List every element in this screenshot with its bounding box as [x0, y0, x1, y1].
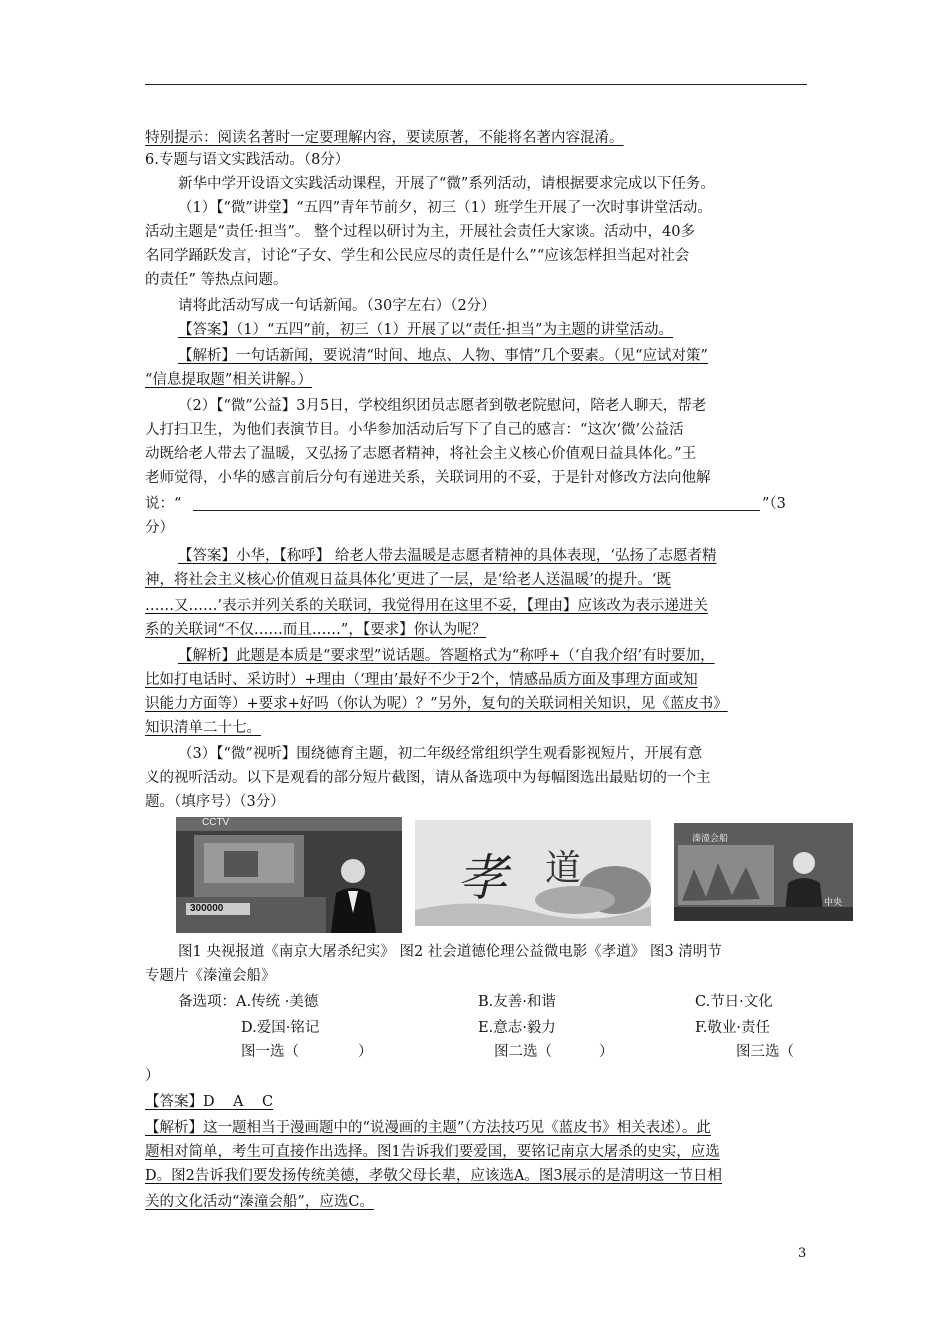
answer-blank-line[interactable]	[193, 510, 760, 511]
analysis-3-cont: D。图2告诉我们要发扬传统美德，孝敬父母长辈，应该选A。图3展示的是清明这一节日相	[145, 1168, 723, 1184]
header-rule	[145, 84, 807, 85]
figure-captions: 图1 央视报道《南京大屠杀纪实》 图2 社会道德伦理公益微电影《孝道》 图3 清明节	[178, 944, 722, 960]
option-f: F.敬业·责任	[695, 1020, 771, 1036]
analysis-2: 【解析】此题是本质是“要求型”说话题。答题格式为“称呼+（‘自我介绍’有时要加，	[178, 648, 715, 664]
paragraph-line: （1）【“微”讲堂】“五四”青年节前夕，初三（1）班学生开展了一次时事讲堂活动。	[178, 200, 712, 216]
analysis-2-cont: 识能力方面等）+要求+好吗（你认为呢）？”另外，复句的关联词相关知识，见《蓝皮书》	[145, 696, 728, 712]
paragraph-line: 动既给老人带去了温暖，又弘扬了志愿者精神，将社会主义核心价值观日益具体化。”王	[145, 446, 697, 462]
answer-3: 【答案】D A C	[145, 1094, 274, 1110]
news-broadcast-illustration	[176, 817, 402, 933]
ink-painting-illustration	[415, 820, 651, 926]
paragraph-line: 分）	[145, 520, 174, 536]
option-e: E.意志·毅力	[478, 1020, 556, 1036]
analysis-1: 【解析】一句话新闻，要说清“时间、地点、人物、事情”几个要素。（见“应试对策”	[178, 348, 708, 364]
paragraph-line: ”（3	[762, 496, 786, 512]
paragraph-line: （3）【“微”视听】围绕德育主题，初二年级经常组织学生观看影视短片，开展有意	[178, 746, 703, 762]
paragraph-line: （2）【“微”公益】3月5日，学校组织团员志愿者到敬老院慰问，陪老人聊天，帮老	[178, 398, 707, 414]
paragraph-line: 义的视听活动。以下是观看的部分短片截图，请从备选项中为每幅图选出最贴切的一个主	[145, 770, 711, 786]
fig2-char-dao: 道	[545, 848, 582, 889]
answer-1: 【答案】（1）“五四”前，初三（1）开展了以“责任·担当”为主题的讲堂活动。	[178, 322, 673, 338]
paragraph-line: 人打扫卫生，为他们表演节目。小华参加活动后写下了自己的感言：“这次‘微’公益活	[145, 422, 684, 438]
question-6-heading: 6.专题与语文实践活动。（8分）	[145, 152, 350, 168]
analysis-2-cont: 知识清单二十七。	[145, 720, 261, 736]
fig3-ticker: 中央	[824, 897, 843, 907]
figure-1-image	[176, 817, 402, 933]
analysis-3: 【解析】这一题相当于漫画题中的“说漫画的主题”（方法技巧见《蓝皮书》相关表述）。此	[145, 1120, 711, 1136]
fig3-choice-close: ）	[145, 1068, 160, 1084]
answer-2-cont: 神，将社会主义核心价值观日益具体化’更进了一层，是‘给老人送温暖’的提升。‘既	[145, 572, 671, 588]
page-number: 3	[798, 1246, 807, 1261]
paragraph-line: 题。（填序号）（3分）	[145, 794, 285, 810]
fig3-title: 溱潼会船	[692, 834, 729, 844]
option-b: B.友善·和谐	[478, 994, 556, 1010]
option-d: D.爱国·铭记	[241, 1020, 320, 1036]
fig2-choice-close: ）	[599, 1044, 614, 1060]
paragraph-line: 老师觉得，小华的感言前后分句有递进关系，关联词用的不妥，于是针对修改方法向他解	[145, 470, 711, 486]
paragraph-line: 新华中学开设语文实践活动课程，开展了“微”系列活动，请根据要求完成以下任务。	[178, 176, 715, 192]
fig1-choice-close: ）	[358, 1044, 373, 1060]
paragraph-line: 名同学踊跃发言，讨论“子女、学生和公民应尽的责任是什么”“应该怎样担当起对社会	[145, 248, 690, 264]
fig2-choice-label: 图二选（	[494, 1044, 552, 1060]
analysis-1-cont: “信息提取题”相关讲解。）	[145, 372, 313, 388]
answer-2-cont: 系的关联词“不仅……而且……”，【要求】你认为呢？	[145, 622, 487, 638]
cctv-logo: CCTV	[202, 817, 230, 828]
answer-2-cont: ……又……’表示并列关系的关联词，我觉得用在这里不妥，【理由】应该改为表示递进关	[145, 598, 708, 614]
fig3-choice-label: 图三选（	[736, 1044, 794, 1060]
paragraph-line: 的责任” 等热点问题。	[145, 272, 288, 288]
analysis-2-cont: 比如打电话时、采访时）+理由（‘理由’最好不少于2个，情感品质方面及事理方面或知	[145, 672, 698, 688]
analysis-3-cont: 题相对简单，考生可直接作出选择。图1告诉我们要爱国，要铭记南京大屠杀的史实，应选	[145, 1144, 720, 1160]
paragraph-line: 说：“	[145, 496, 182, 512]
fig2-char-xiao: 孝	[457, 849, 507, 907]
analysis-3-cont: 关的文化活动“溱潼会船”，应选C。	[145, 1194, 374, 1210]
option-c: C.节日·文化	[695, 994, 773, 1010]
fig1-ticker: 300000	[190, 903, 224, 914]
option-a: 备选项：A.传统 ·美德	[178, 994, 319, 1010]
figure-captions-cont: 专题片《溱潼会船》	[145, 968, 276, 984]
figure-3-image	[674, 823, 853, 921]
figure-2-image	[415, 820, 651, 926]
special-tip: 特别提示：阅读名著时一定要理解内容，要读原著，不能将名著内容混淆。	[145, 130, 624, 146]
paragraph-line: 活动主题是“责任·担当”。 整个过程以研讨为主，开展社会责任大家谈。活动中，40多	[145, 224, 695, 240]
answer-2: 【答案】小华，【称呼】 给老人带去温暖是志愿者精神的具体表现，‘弘扬了志愿者精	[178, 548, 717, 564]
paragraph-line: 请将此活动写成一句话新闻。（30字左右）（2分）	[178, 298, 496, 314]
fig1-choice-label: 图一选（	[241, 1044, 299, 1060]
